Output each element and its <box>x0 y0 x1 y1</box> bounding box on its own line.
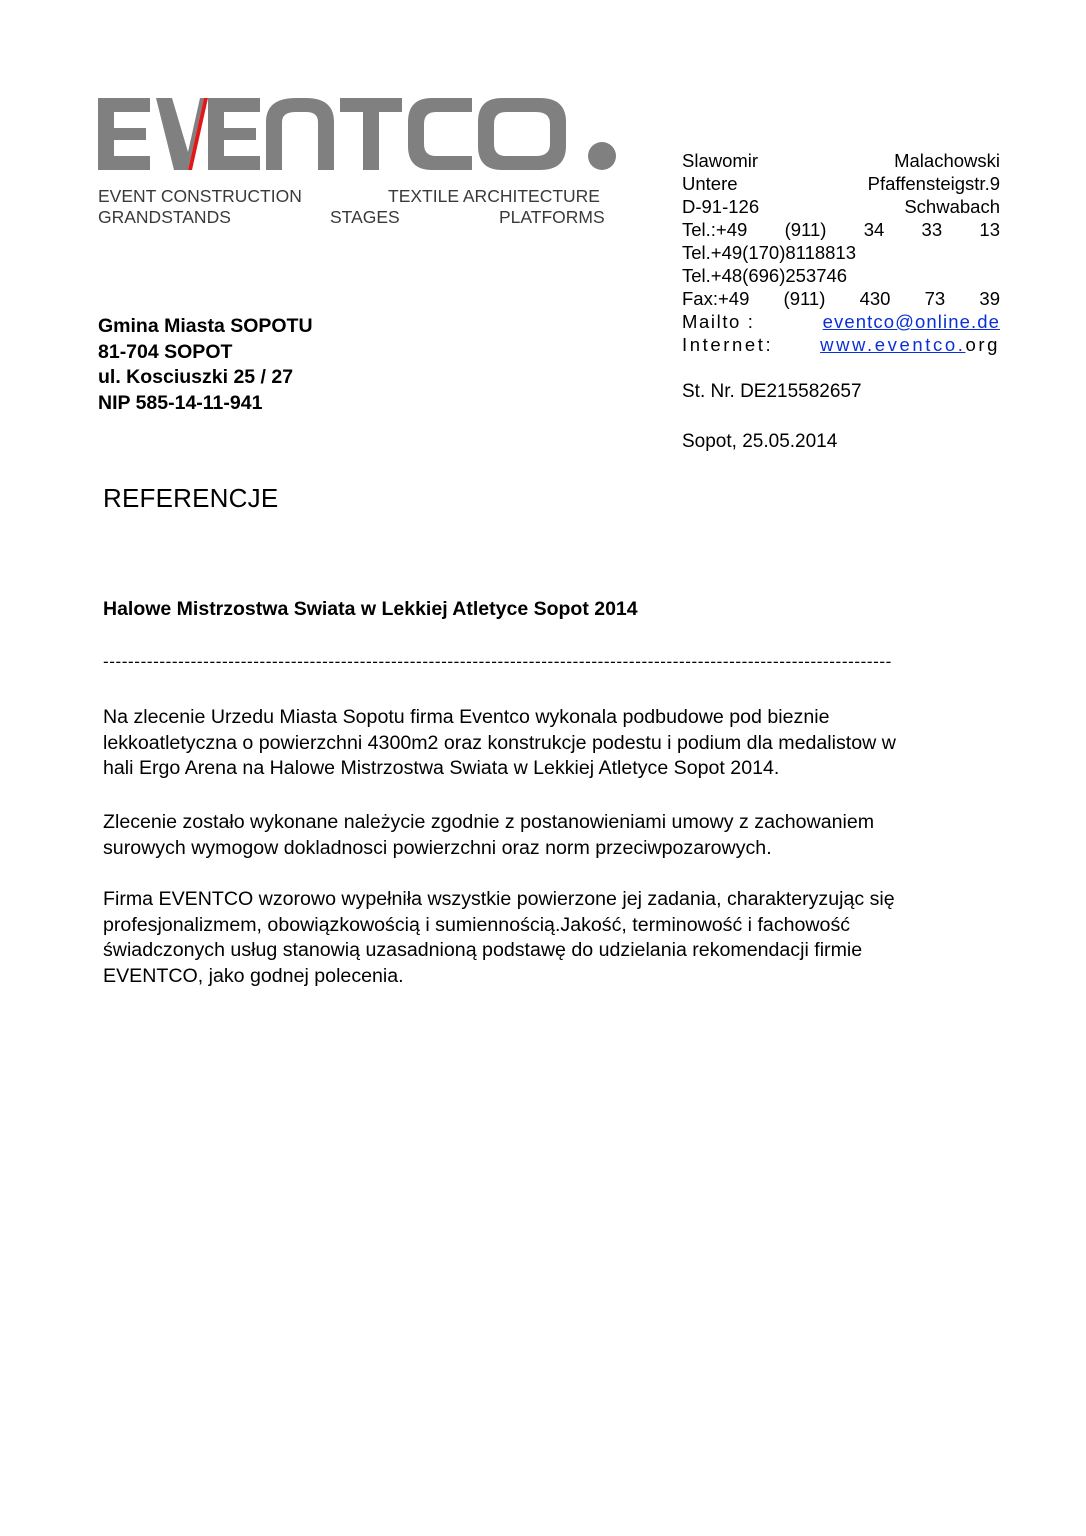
recipient-line-1: Gmina Miasta SOPOTU <box>98 315 313 337</box>
sender-mail-row <box>682 310 1000 333</box>
sender-city: D-91-126 Schwabach <box>682 196 1000 217</box>
sender-fax: Fax:+49 (911) 430 73 39 <box>682 288 1000 309</box>
paragraph-line: hali Ergo Arena na Halowe Mistrzostwa Swiata w Lekkiej Atletyce Sopot 2014. <box>103 757 780 779</box>
tagline-platforms: PLATFORMS <box>499 207 605 227</box>
paragraph-1 <box>103 705 1003 782</box>
paragraph-2 <box>103 810 1003 861</box>
sender-tel-1: Tel.:+49 (911) 34 33 13 <box>682 219 1000 240</box>
letter-date: Sopot, 25.05.2014 <box>682 431 838 452</box>
sender-mail-link[interactable]: eventco@online.de <box>822 311 1000 332</box>
paragraph-line: Na zlecenie Urzedu Miasta Sopotu firma Eventco wykonala podbudowe pod bieznie <box>103 706 830 728</box>
recipient-line-3: ul. Kosciuszki 25 / 27 <box>98 366 294 388</box>
tax-number: St. Nr. DE215582657 <box>682 381 862 402</box>
tagline-grandstands: GRANDSTANDS <box>98 207 231 227</box>
sender-street: Untere Pfaffensteigstr.9 <box>682 173 1000 194</box>
document-heading: REFERENCJE <box>103 483 279 513</box>
paragraph-line: lekkoatletyczna o powierzchni 4300m2 oraz konstrukcje podestu i podium dla medalistow w <box>103 731 896 754</box>
paragraph-line: świadczonych usług stanowią uzasadnioną podstawę do udzielania rekomendacji firmie <box>103 939 863 961</box>
sender-mail-label: Mailto : <box>682 311 762 332</box>
sender-internet-suffix: org <box>965 334 1000 355</box>
paragraph-line: surowych wymogow dokladnosci powierzchni oraz norm przeciwpozarowych. <box>103 836 772 859</box>
paragraph-line: profesjonalizmem, obowiązkowością i sumiennością.Jakość, terminowość i fachowość <box>103 913 851 936</box>
sender-internet-label: Internet: <box>682 334 782 355</box>
sender-tel-2: Tel.+49(170)8118813 <box>682 242 857 263</box>
recipient-line-2: 81-704 SOPOT <box>98 340 233 363</box>
recipient-address <box>98 314 313 416</box>
tagline-stages: STAGES <box>330 207 400 227</box>
dashed-divider: ------------------------------------------------------------------------------------------------------------------------------ <box>103 652 892 671</box>
sender-tel-3: Tel.+48(696)253746 <box>682 265 848 286</box>
eventco-logo <box>96 92 628 174</box>
paragraph-line: Zlecenie zostało wykonane należycie zgodnie z postanowieniami umowy z zachowaniem <box>103 811 875 833</box>
sender-internet-link[interactable]: www.eventco. <box>820 334 966 355</box>
tagline-event-construction: EVENT CONSTRUCTION <box>98 186 302 206</box>
paragraph-line: Firma EVENTCO wzorowo wypełniła wszystkie powierzone jej zadania, charakteryzując się <box>103 888 895 910</box>
sender-internet-row <box>682 333 1000 356</box>
recipient-line-4: NIP 585-14-11-941 <box>98 391 263 414</box>
tagline-textile-architecture: TEXTILE ARCHITECTURE <box>388 186 600 206</box>
paragraph-line: EVENTCO, jako godnej polecenia. <box>103 964 404 987</box>
paragraph-3 <box>103 887 1003 989</box>
subject-line: Halowe Mistrzostwa Swiata w Lekkiej Atletyce Sopot 2014 <box>103 598 638 620</box>
sender-name: Slawomir Malachowski <box>682 150 1000 171</box>
